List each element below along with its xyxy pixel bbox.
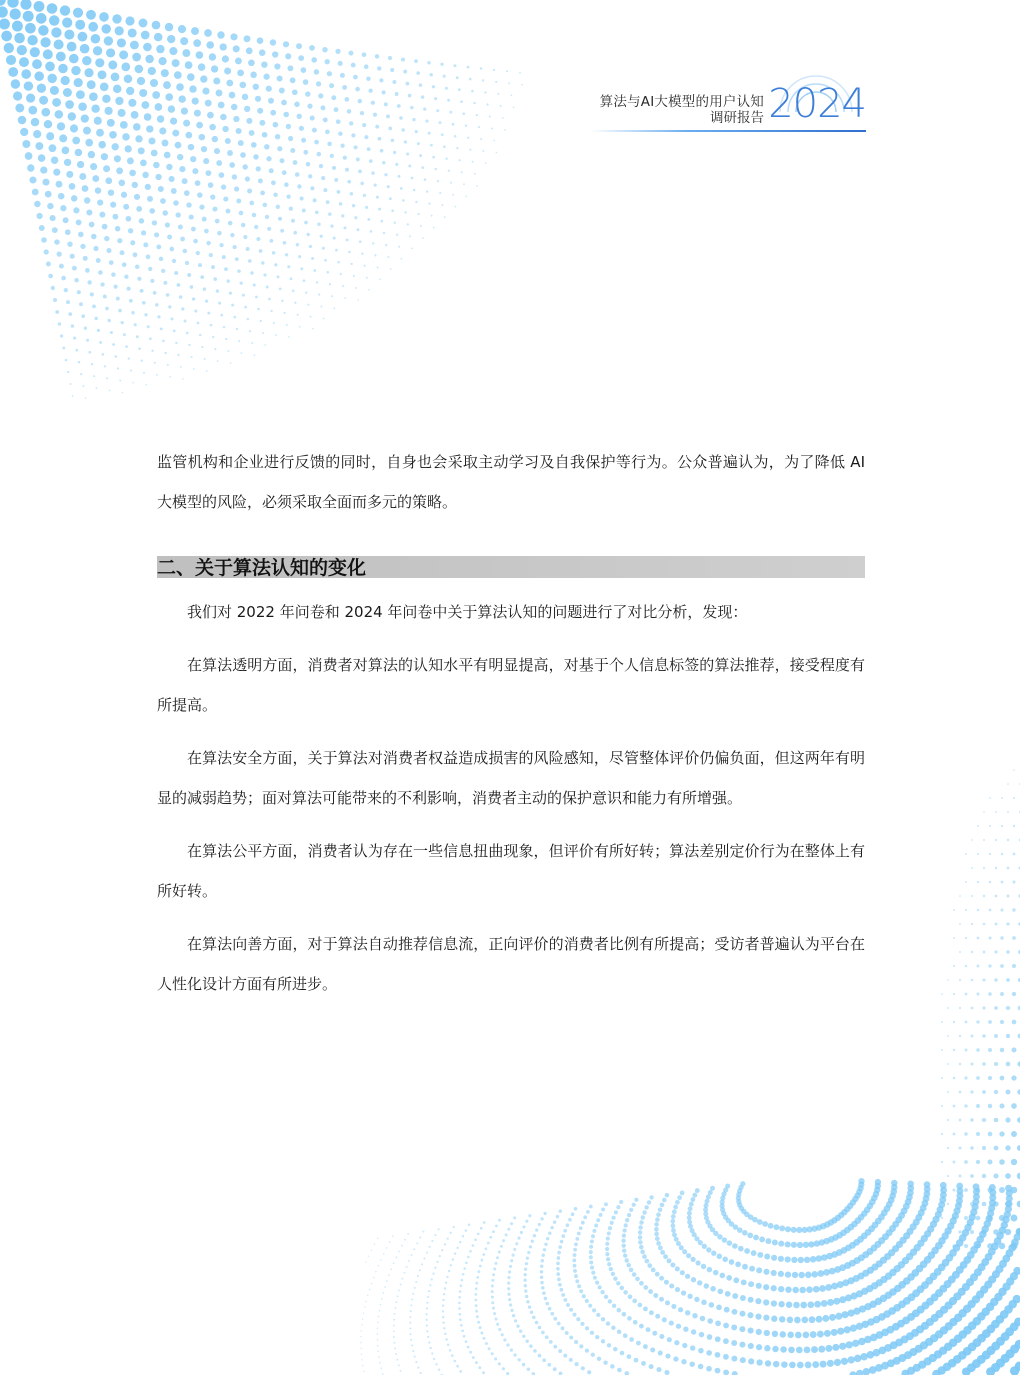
page-content	[157, 442, 865, 1004]
report-header	[560, 74, 866, 136]
report-title-line1: 算法与AI大模型的用户认知	[599, 94, 764, 110]
paragraph-fairness: 在算法公平方面，消费者认为存在一些信息扭曲现象，但评价有所好转；算法差别定价行为在整体上有所好转。	[157, 842, 865, 900]
paragraph-goodness: 在算法向善方面，对于算法自动推荐信息流，正向评价的消费者比例有所提高；受访者普遍认为平台在人性化设计方面有所进步。	[157, 935, 865, 993]
header-rule	[590, 130, 866, 132]
paragraph-transparency: 在算法透明方面，消费者对算法的认知水平有明显提高，对基于个人信息标签的算法推荐，接受程度有所提高。	[157, 656, 865, 714]
section-heading: 二、关于算法认知的变化	[157, 556, 865, 578]
paragraph-safety: 在算法安全方面，关于算法对消费者权益造成损害的风险感知，尽管整体评价仍偏负面，但这两年有明显的减弱趋势；面对算法可能带来的不利影响，消费者主动的保护意识和能力有所增强。	[157, 749, 865, 807]
report-title-line2: 调研报告	[710, 110, 764, 126]
continued-paragraph: 监管机构和企业进行反馈的同时，自身也会采取主动学习及自我保护等行为。公众普遍认为，为了降低 AI 大模型的风险，必须采取全面而多元的策略。	[157, 453, 865, 511]
paragraph-intro: 我们对 2022 年问卷和 2024 年问卷中关于算法认知的问题进行了对比分析，发现：	[187, 603, 748, 621]
report-year: 2024	[768, 81, 866, 127]
